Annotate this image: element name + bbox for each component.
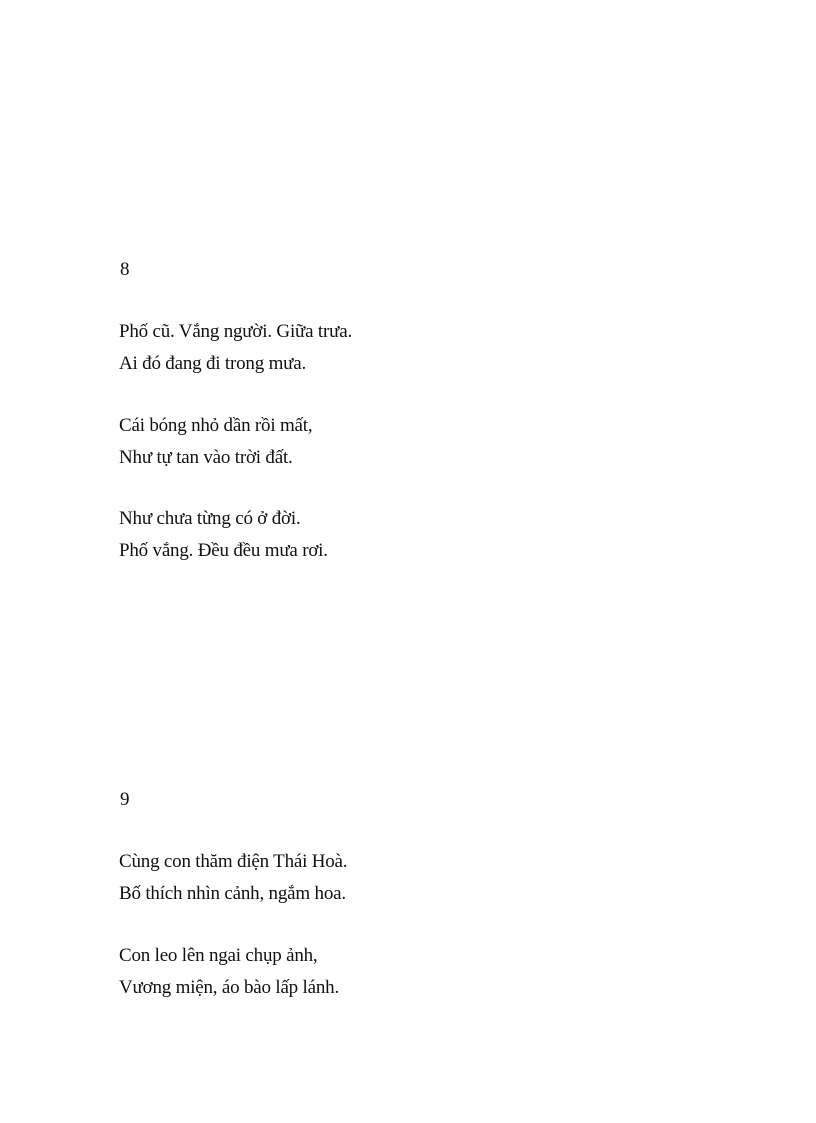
verse-line: Như chưa từng có ở đời.: [119, 508, 301, 529]
stanza: [119, 503, 328, 567]
stanza: [119, 846, 347, 910]
poem-number: 9: [120, 789, 130, 810]
stanza: [119, 316, 352, 380]
stanza: [119, 940, 339, 1004]
poem-number: 8: [120, 259, 130, 280]
verse-line: Như tự tan vào trời đất.: [119, 447, 293, 468]
verse-line: Con leo lên ngai chụp ảnh,: [119, 945, 318, 966]
verse-line: Phố vắng. Đều đều mưa rơi.: [119, 540, 328, 561]
verse-line: Bố thích nhìn cảnh, ngắm hoa.: [119, 883, 346, 904]
verse-line: Phố cũ. Vắng người. Giữa trưa.: [119, 321, 353, 342]
stanza: [119, 410, 312, 474]
verse-line: Ai đó đang đi trong mưa.: [119, 353, 307, 374]
verse-line: Cùng con thăm điện Thái Hoà.: [119, 851, 348, 872]
verse-line: Cái bóng nhỏ dần rồi mất,: [119, 415, 313, 436]
verse-line: Vương miện, áo bào lấp lánh.: [119, 977, 339, 998]
